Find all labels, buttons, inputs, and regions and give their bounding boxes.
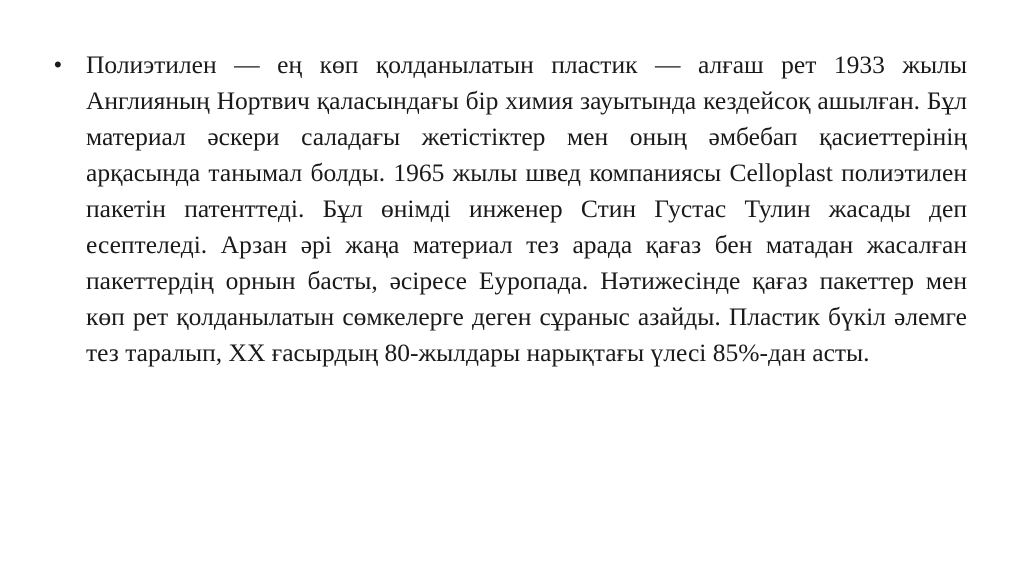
bullet-text: Полиэтилен — ең көп қолданылатын пластик — алғаш рет 1933 жылы Англияның Нортвич қаласындағы бір химия зауытында кездейсоқ ашылған. Бұл материал әскери саладағы жетістіктер мен оның әмбебап қасиеттерінің арқасында танымал болды. 1965 жылы швед компаниясы Celloplast полиэтилен пакетін патенттеді. Бұл өнімді инженер Стин Густас Тулин жасады деп есептеледі. Арзан әрі жаңа материал тез арада қағаз бен матадан жасалған пакеттердің орнын басты, әсіресе Еуропада. Нәтижесінде қағаз пакеттер мен көп рет қолданылатын сөмкелерге деген сұраныс азайды. Пластик бүкіл әлемге тез таралып, XX ғасырдың 80-жылдары нарықтағы үлесі 85%-дан асты. bbox=[86, 50, 967, 367]
bullet-list bbox=[54, 47, 967, 371]
bullet-item bbox=[54, 47, 967, 371]
bullet-marker: • bbox=[54, 52, 62, 77]
